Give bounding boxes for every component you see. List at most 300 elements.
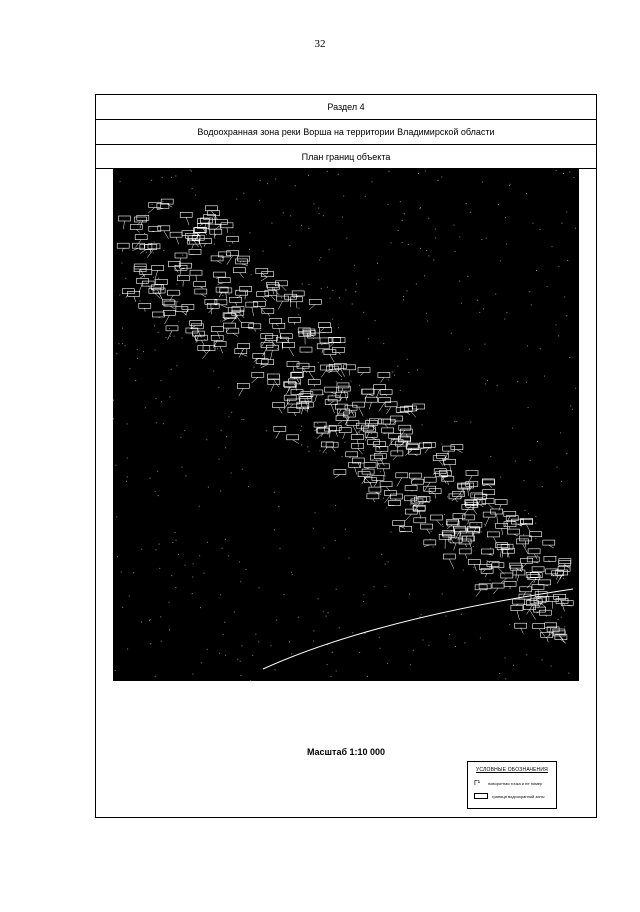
map-noise xyxy=(248,486,249,487)
map-noise xyxy=(204,573,205,574)
point-label xyxy=(238,344,250,349)
map-noise xyxy=(145,407,146,408)
map-noise xyxy=(352,304,353,305)
map-noise xyxy=(133,572,134,573)
point-label xyxy=(175,265,187,270)
point-label xyxy=(492,583,504,588)
map-noise xyxy=(243,419,244,420)
map-noise xyxy=(484,344,485,345)
point-label xyxy=(495,500,507,505)
map-noise xyxy=(394,375,395,376)
map-noise xyxy=(402,220,403,221)
label-leader xyxy=(360,372,364,375)
map-noise xyxy=(524,480,525,481)
label-leader xyxy=(274,289,280,295)
document-frame xyxy=(95,94,597,818)
map-noise xyxy=(388,561,389,562)
label-leader xyxy=(301,409,302,415)
point-label xyxy=(288,407,300,412)
map-noise xyxy=(113,400,114,401)
map-noise xyxy=(355,291,356,292)
point-label xyxy=(513,570,525,575)
point-label xyxy=(462,515,474,520)
map-noise xyxy=(126,481,127,482)
point-label xyxy=(515,623,527,628)
map-noise xyxy=(419,617,420,618)
map-noise xyxy=(363,312,364,313)
label-leader xyxy=(370,482,371,487)
point-label xyxy=(389,500,401,505)
map-noise xyxy=(442,524,443,525)
map-noise xyxy=(158,495,159,496)
map-noise xyxy=(161,641,162,642)
map-noise xyxy=(558,619,559,620)
map-noise xyxy=(447,496,448,497)
label-leader xyxy=(351,410,354,416)
map-noise xyxy=(229,294,230,295)
map-noise xyxy=(515,461,516,462)
map-noise xyxy=(290,215,291,216)
point-label xyxy=(405,509,417,514)
map-noise xyxy=(308,228,309,229)
point-label xyxy=(309,299,321,304)
point-label xyxy=(378,373,390,378)
label-leader xyxy=(517,575,519,581)
map-noise xyxy=(381,554,382,555)
map-noise xyxy=(467,276,468,277)
map-noise xyxy=(141,549,142,550)
map-noise xyxy=(403,296,404,297)
map-noise xyxy=(236,199,237,200)
map-noise xyxy=(192,674,193,675)
label-leader xyxy=(150,249,151,252)
point-label xyxy=(539,580,551,585)
label-leader xyxy=(335,369,342,377)
point-label xyxy=(345,405,357,410)
map-noise xyxy=(400,201,401,202)
map-noise xyxy=(192,577,193,578)
map-noise xyxy=(451,333,452,334)
label-leader xyxy=(204,223,207,230)
plan-subtitle: План границ объекта xyxy=(96,145,596,169)
label-leader xyxy=(557,576,558,580)
map-noise xyxy=(163,250,164,251)
legend-item-point xyxy=(474,780,542,787)
map-noise xyxy=(160,616,161,617)
map-noise xyxy=(155,676,156,677)
label-leader xyxy=(236,302,237,305)
map-noise xyxy=(513,665,514,666)
label-leader xyxy=(322,349,323,353)
map-noise xyxy=(420,207,421,208)
map-noise xyxy=(422,640,423,641)
map-noise xyxy=(302,283,303,284)
label-leader xyxy=(238,312,244,318)
map-noise xyxy=(217,348,218,349)
point-label xyxy=(424,540,436,545)
point-label xyxy=(434,469,446,474)
map-noise xyxy=(526,382,527,383)
map-noise xyxy=(254,367,255,368)
label-leader xyxy=(489,485,492,488)
map-noise xyxy=(568,673,569,674)
map-noise xyxy=(418,173,419,174)
point-label xyxy=(267,282,279,287)
map-noise xyxy=(573,177,574,178)
map-noise xyxy=(426,313,427,314)
map-noise xyxy=(260,330,261,331)
point-label xyxy=(280,334,292,339)
map-noise xyxy=(359,652,360,653)
map-noise xyxy=(490,548,491,549)
map-noise xyxy=(278,506,279,507)
page-number: 32 xyxy=(314,38,326,50)
map-noise xyxy=(155,549,156,550)
map-noise xyxy=(298,617,299,618)
label-leader xyxy=(365,432,369,441)
point-label xyxy=(405,496,417,501)
map-noise xyxy=(154,325,155,326)
map-noise xyxy=(176,365,177,366)
map-noise xyxy=(225,539,226,540)
label-leader xyxy=(241,354,248,356)
map-noise xyxy=(199,506,200,507)
label-leader xyxy=(176,237,179,244)
map-noise xyxy=(410,664,411,665)
point-label xyxy=(544,556,556,561)
label-leader xyxy=(386,407,391,414)
label-leader xyxy=(472,507,477,514)
map-noise xyxy=(431,531,432,532)
map-noise xyxy=(422,424,423,425)
map-noise xyxy=(505,657,506,658)
point-label xyxy=(284,395,296,400)
map-noise xyxy=(527,345,528,346)
map-noise xyxy=(321,288,322,289)
map-noise xyxy=(319,213,320,214)
map-noise xyxy=(404,213,405,214)
map-noise xyxy=(566,212,567,213)
label-leader xyxy=(557,575,562,584)
map-noise xyxy=(526,193,527,194)
map-noise xyxy=(122,607,123,608)
point-label xyxy=(289,317,301,322)
point-label xyxy=(405,486,417,491)
label-leader xyxy=(359,407,364,416)
map-noise xyxy=(547,286,548,287)
map-noise xyxy=(115,670,116,671)
map-noise xyxy=(420,248,421,249)
map-noise xyxy=(341,379,342,380)
map-noise xyxy=(274,492,275,493)
map-noise xyxy=(469,349,470,350)
map-noise xyxy=(561,481,562,482)
map-noise xyxy=(307,446,308,447)
point-label xyxy=(215,220,227,225)
map-noise xyxy=(137,358,138,359)
legend-title: УСЛОВНЫЕ ОБОЗНАЧЕНИЯ xyxy=(476,767,548,773)
map-noise xyxy=(116,353,117,354)
map-noise xyxy=(363,601,364,602)
label-leader xyxy=(263,297,267,301)
map-noise xyxy=(219,459,220,460)
map-noise xyxy=(537,555,538,556)
map-noise xyxy=(329,249,330,250)
label-leader xyxy=(170,306,175,309)
point-label xyxy=(511,606,523,611)
point-label xyxy=(273,403,285,408)
label-leader xyxy=(309,304,315,309)
label-leader xyxy=(335,474,340,478)
map-noise xyxy=(291,653,292,654)
map-noise xyxy=(177,301,178,302)
label-leader xyxy=(136,230,139,233)
point-label xyxy=(311,390,323,395)
map-noise xyxy=(184,430,185,431)
map-noise xyxy=(338,174,339,175)
label-leader xyxy=(455,499,457,502)
map-noise xyxy=(241,675,242,676)
point-label xyxy=(459,549,471,554)
point-label xyxy=(391,416,403,421)
point-label xyxy=(468,560,480,565)
map-noise xyxy=(220,259,221,260)
map-noise xyxy=(280,548,281,549)
map-noise xyxy=(490,456,491,457)
label-leader xyxy=(488,504,493,509)
map-noise xyxy=(535,538,536,539)
point-label xyxy=(168,290,180,295)
map-noise xyxy=(443,526,444,527)
label-leader xyxy=(122,248,123,251)
map-noise xyxy=(332,395,333,396)
map-noise xyxy=(231,412,232,413)
map-noise xyxy=(234,611,235,612)
map-noise xyxy=(226,436,227,437)
map-noise xyxy=(175,587,176,588)
map-noise xyxy=(171,575,172,576)
map-noise xyxy=(484,524,485,525)
map-noise xyxy=(150,619,151,620)
map-noise xyxy=(185,475,186,476)
point-label xyxy=(451,445,463,450)
point-label xyxy=(380,482,392,487)
map-noise xyxy=(157,471,158,472)
point-label xyxy=(443,446,455,451)
point-label xyxy=(424,477,436,482)
label-leader xyxy=(148,208,155,214)
map-noise xyxy=(345,289,346,290)
point-label xyxy=(170,232,182,237)
map-noise xyxy=(542,659,543,660)
point-label xyxy=(491,509,503,514)
point-label xyxy=(218,278,230,283)
map-noise xyxy=(567,260,568,261)
label-leader xyxy=(373,499,375,502)
map-noise xyxy=(354,265,355,266)
label-leader xyxy=(251,377,257,383)
label-leader xyxy=(320,328,324,332)
map-noise xyxy=(540,348,541,349)
label-leader xyxy=(314,427,320,431)
map-noise xyxy=(170,336,171,337)
point-label xyxy=(504,581,516,586)
label-leader xyxy=(186,309,188,314)
point-label xyxy=(117,243,129,248)
point-label xyxy=(501,573,513,578)
map-noise xyxy=(526,654,527,655)
map-noise xyxy=(327,171,328,172)
map-legend xyxy=(467,761,557,809)
map-noise xyxy=(328,612,329,613)
point-label xyxy=(328,396,340,401)
map-noise xyxy=(459,281,460,282)
point-label xyxy=(139,303,151,308)
map-noise xyxy=(301,225,302,226)
map-noise xyxy=(359,432,360,433)
map-noise xyxy=(557,467,558,468)
map-noise xyxy=(483,308,484,309)
point-label xyxy=(374,385,386,390)
map-noise xyxy=(409,594,410,595)
label-leader xyxy=(526,525,529,532)
map-noise xyxy=(380,471,381,472)
map-noise xyxy=(351,381,352,382)
label-leader xyxy=(255,329,256,332)
point-label xyxy=(366,397,378,402)
map-noise xyxy=(176,284,177,285)
label-leader xyxy=(393,456,397,460)
map-noise xyxy=(380,648,381,649)
point-label xyxy=(463,536,475,541)
point-label xyxy=(190,270,202,275)
map-noise xyxy=(150,643,151,644)
point-label xyxy=(521,558,533,563)
map-noise xyxy=(313,203,314,204)
map-noise xyxy=(242,469,243,470)
map-noise xyxy=(129,368,130,369)
label-leader xyxy=(190,326,196,329)
point-label xyxy=(224,323,236,328)
point-label xyxy=(318,428,330,433)
map-noise xyxy=(144,233,145,234)
label-leader xyxy=(392,421,396,424)
map-noise xyxy=(162,201,163,202)
map-noise xyxy=(251,274,252,275)
map-noise xyxy=(371,433,372,434)
point-label xyxy=(132,243,144,248)
point-label xyxy=(180,263,192,268)
map-noise xyxy=(424,275,425,276)
map-noise xyxy=(162,177,163,178)
point-label xyxy=(421,524,433,529)
map-noise xyxy=(335,505,336,506)
map-noise xyxy=(151,180,152,181)
point-label xyxy=(511,565,523,570)
map-noise xyxy=(479,312,480,313)
map-noise xyxy=(259,587,260,588)
point-label xyxy=(453,514,465,519)
label-leader xyxy=(286,387,291,394)
map-noise xyxy=(342,456,343,457)
label-leader xyxy=(369,402,371,409)
label-leader xyxy=(502,528,503,535)
map-noise xyxy=(433,260,434,261)
map-noise xyxy=(240,581,241,582)
label-leader xyxy=(192,244,194,249)
map-noise xyxy=(473,546,474,547)
map-noise xyxy=(214,244,215,245)
map-noise xyxy=(427,321,428,322)
map-noise xyxy=(433,474,434,475)
map-noise xyxy=(260,180,261,181)
map-noise xyxy=(419,208,420,209)
map-noise xyxy=(301,444,302,445)
map-noise xyxy=(412,532,413,533)
label-leader xyxy=(447,525,452,529)
map-noise xyxy=(201,662,202,663)
map-noise xyxy=(274,529,275,530)
map-noise xyxy=(487,560,488,561)
map-noise xyxy=(453,225,454,226)
label-leader xyxy=(167,204,172,207)
label-leader xyxy=(463,489,464,495)
map-noise xyxy=(388,171,389,172)
map-noise xyxy=(122,343,123,344)
label-leader xyxy=(497,514,498,524)
map-noise xyxy=(182,255,183,256)
label-leader xyxy=(343,433,345,439)
label-leader xyxy=(164,231,169,239)
map-noise xyxy=(122,263,123,264)
map-noise xyxy=(563,578,564,579)
map-noise xyxy=(239,562,240,563)
map-noise xyxy=(561,617,562,618)
point-label xyxy=(234,268,246,273)
point-label xyxy=(344,365,356,370)
point-label xyxy=(372,475,384,480)
label-leader xyxy=(296,302,297,309)
map-noise xyxy=(510,184,511,185)
label-leader xyxy=(293,440,299,444)
label-leader xyxy=(279,407,283,413)
point-label xyxy=(235,349,247,354)
map-noise xyxy=(276,620,277,621)
map-noise xyxy=(386,395,387,396)
label-leader xyxy=(516,570,517,578)
map-noise xyxy=(377,263,378,264)
map-noise xyxy=(551,666,552,667)
point-label xyxy=(203,346,215,351)
map-noise xyxy=(327,287,328,288)
map-noise xyxy=(315,512,316,513)
map-noise xyxy=(180,437,181,438)
map-noise xyxy=(459,237,460,238)
map-noise xyxy=(566,453,567,454)
label-leader xyxy=(201,340,204,346)
label-leader xyxy=(140,269,145,277)
label-leader xyxy=(517,611,520,620)
map-noise xyxy=(289,245,290,246)
map-noise xyxy=(246,569,247,570)
label-leader xyxy=(140,250,146,254)
map-noise xyxy=(229,245,230,246)
point-label xyxy=(241,322,253,327)
map-noise xyxy=(231,473,232,474)
label-leader xyxy=(123,221,124,229)
map-noise xyxy=(171,369,172,370)
map-noise xyxy=(323,611,324,612)
